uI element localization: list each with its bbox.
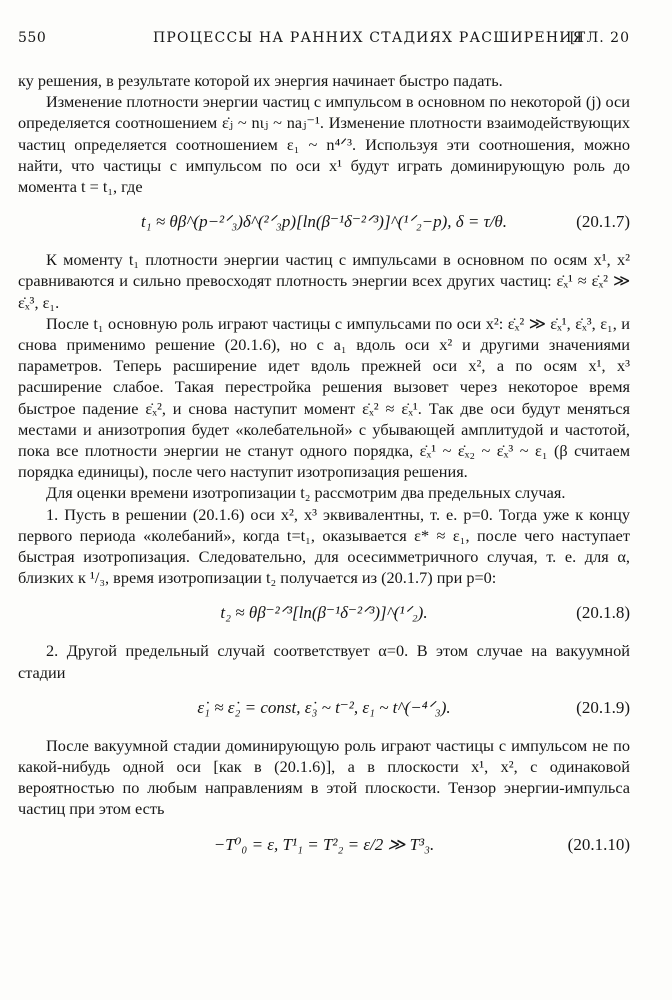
paragraph: Для оценки времени изотропизации t₂ рассмотрим два предельных случая.	[46, 483, 566, 503]
equation-formula: −T⁰₀ = ε, T¹₁ = T²₂ = ε/2 ≫ T³₃.	[213, 834, 435, 854]
page-number: 550	[18, 30, 47, 46]
paragraph: После t₁ основную роль играют частицы с импульсами по оси x²: ε̇ₓ² ≫ ε̇ₓ¹, ε̇ₓ³, ε₁, и снова применимо решение (20.1.6), но с a₁ вдоль оси x² и другими значениями параметров. Теперь расширение идет вдоль прежней оси x², а по осям x¹, x³ расширение слабое. Такая перестройка решения вызовет через некоторое время быстрое падение ε̇ₓ², и снова наступит момент ε̇ₓ² ≈ ε̇ₓ¹. Так две оси будут меняться местами и анизотропия будет «колебательной» с убывающей амплитудой и частотой, пока все плотности энергии не станут одного порядка, ε̇ₓ¹ ~ ε̇ₓ₂ ~ ε̇ₓ³ ~ ε₁ (β считаем порядка единицы), после чего наступит изотропизация решения.	[18, 313, 630, 482]
running-title: ПРОЦЕССЫ НА РАННИХ СТАДИЯХ РАСШИРЕНИЯ	[153, 30, 586, 46]
equation-20-1-10	[18, 830, 630, 860]
equation-number: (20.1.10)	[567, 834, 630, 854]
paragraph: 1. Пусть в решении (20.1.6) оси x², x³ эквивалентны, т. е. p=0. Тогда уже к концу первого периода «колебаний», когда t=t₁, оказывается ε* ≈ ε₁, после чего наступает быстрая изотропизация. Следовательно, для осесимметричного случая, т. е. для α, близких к ¹/₃, время изотропизации t₂ получается из (20.1.7) при p=0:	[18, 504, 630, 588]
equation-formula: t₂ ≈ θβ⁻²ᐟ³[ln(β⁻¹δ⁻²ᐟ³)]^(¹ᐟ₂).	[220, 603, 428, 623]
equation-number: (20.1.9)	[576, 697, 630, 717]
equation-20-1-8	[18, 598, 630, 628]
paragraph: ку решения, в результате которой их энергия начинает быстро падать.	[18, 71, 503, 90]
equation-number: (20.1.7)	[576, 212, 630, 232]
paragraph: После вакуумной стадии доминирующую роль играют частицы с импульсом не по какой-нибудь одной оси [как в (20.1.6)], а в плоскости x¹, x², с одинаковой вероятностью по любым направлениям в этой плоскости. Тензор энергии-импульса частиц при этом есть	[18, 735, 630, 819]
paragraph: К моменту t₁ плотности энергии частиц с импульсами в основном по осям x¹, x² сравниваются и сильно превосходят плотность энергии всех других частиц: ε̇ₓ¹ ≈ ε̇ₓ² ≫ ε̇ₓ³, ε₁.	[18, 250, 630, 312]
chapter-label: [ГЛ. 20	[569, 30, 630, 46]
paragraph: 2. Другой предельный случай соответствует α=0. В этом случае на вакуумной стадии	[18, 641, 630, 682]
equation-formula: ε̇₁ ≈ ε̇₂ = const, ε̇₃ ~ t⁻², ε₁ ~ t^(−⁴ᐟ₃).	[197, 697, 451, 717]
equation-number: (20.1.8)	[576, 603, 630, 623]
equation-formula: t₁ ≈ θβ^(p−²ᐟ₃)δ^(²ᐟ₃p)[ln(β⁻¹δ⁻²ᐟ³)]^(¹ᐟ₂−p), δ = τ/θ.	[140, 212, 508, 232]
page-header	[18, 30, 630, 52]
equation-20-1-9	[18, 693, 630, 723]
equation-20-1-7	[18, 207, 630, 237]
paragraph: Изменение плотности энергии частиц с импульсом в основном по некоторой (j) оси определяется соотношением ε̇ⱼ ~ nιⱼ ~ naⱼ⁻¹. Изменение плотности взаимодействующих частиц определяется соотношением ε₁ ~ n⁴ᐟ³. Используя эти соотношения, можно найти, что частицы с импульсом по оси x¹ будут играть доминирующую роль до момента t = t₁, где	[18, 92, 630, 197]
page-body	[18, 70, 630, 872]
